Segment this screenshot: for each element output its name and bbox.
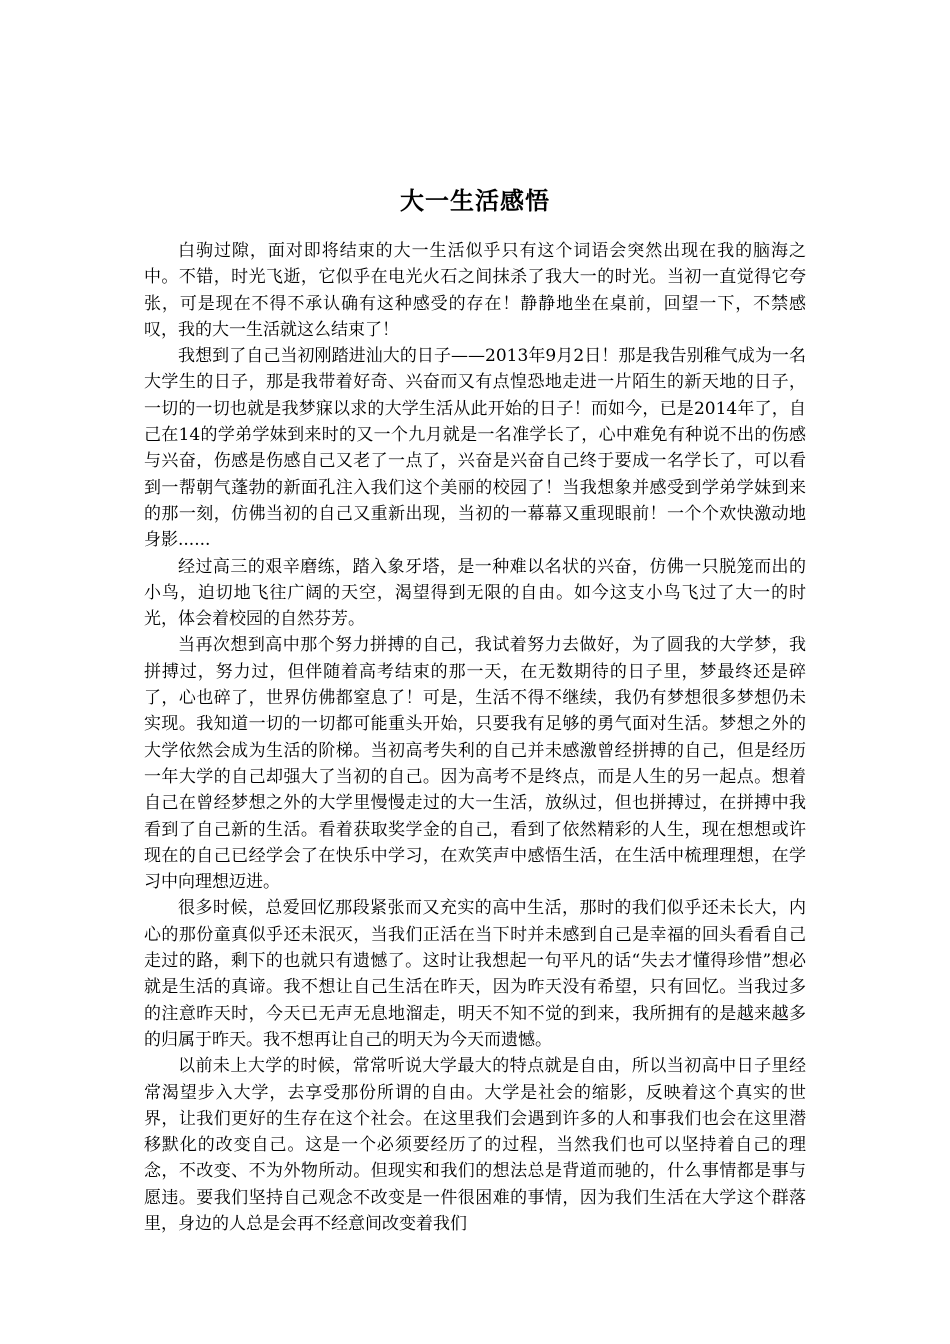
paragraph-4: 当再次想到高中那个努力拼搏的自己，我试着努力去做好，为了圆我的大学梦，我拼搏过，努力过，但伴随着高考结束的那一天，在无数期待的日子里，梦最终还是碎了，心也碎了，世界仿佛都窒息了！可是，生活不得不继续，我仍有梦想很多梦想仍未实现。我知道一切的一切都可能重头开始，只要我有足够的勇气面对生活。梦想之外的大学依然会成为生活的阶梯。当初高考失利的自己并未感激曾经拼搏的自己，但是经历一年大学的自己却强大了当初的自己。因为高考不是终点，而是人生的另一起点。想着自己在曾经梦想之外的大学里慢慢走过的大一生活，放纵过，但也拼搏过，在拼搏中我看到了自己新的生活。看着获取奖学金的自己，看到了依然精彩的人生，现在想想或许现在的自己已经学会了在快乐中学习，在欢笑声中感悟生活，在生活中梳理理想，在学习中向理想迈进。 — [144, 635, 806, 893]
document-page — [144, 176, 806, 1237]
paragraph-6: 以前未上大学的时候，常常听说大学最大的特点就是自由，所以当初高中日子里经常渴望步入大学，去享受那份所谓的自由。大学是社会的缩影，反映着这个真实的世界，让我们更好的生存在这个社会。在这里我们会遇到许多的人和事我们也会在这里潜移默化的改变自己。这是一个必须要经历了的过程，当然我们也可以坚持着自己的理念，不改变、不为外物所动。但现实和我们的想法总是背道而驰的，什么事情都是事与愿违。要我们坚持自己观念不改变是一件很困难的事情，因为我们生活在大学这个群落里，身边的人总是会再不经意间改变着我们 — [144, 1056, 806, 1234]
paragraph-2: 我想到了自己当初刚踏进汕大的日子——2013年9月2日！那是我告别稚气成为一名大学生的日子，那是我带着好奇、兴奋而又有点惶恐地走进一片陌生的新天地的日子，一切的一切也就是我梦寐以求的大学生活从此开始的日子！而如今，已是2014年了，自己在14的学弟学妹到来时的又一个九月就是一名准学长了，心中难免有种说不出的伤感与兴奋，伤感是伤感自己又老了一点了，兴奋是兴奋自己终于要成一名学长了，可以看到一帮朝气蓬勃的新面孔注入我们这个美丽的校园了！当我想象并感受到学弟学妹到来的那一刻，仿佛当初的自己又重新出现，当初的一幕幕又重现眼前！一个个欢快激动地身影...... — [144, 346, 806, 551]
document-title: 大一生活感悟 — [400, 187, 550, 215]
paragraph-1: 白驹过隙，面对即将结束的大一生活似乎只有这个词语会突然出现在我的脑海之中。不错，时光飞逝，它似乎在电光火石之间抹杀了我大一的时光。当初一直觉得它夸张，可是现在不得不承认确有这种感受的存在！静静地坐在桌前，回望一下，不禁感叹，我的大一生活就这么结束了！ — [144, 241, 806, 340]
paragraph-3: 经过高三的艰辛磨练，踏入象牙塔，是一种难以名状的兴奋，仿佛一只脱笼而出的小鸟，迫切地飞往广阔的天空，渴望得到无限的自由。如今这支小鸟飞过了大一的时光，体会着校园的自然芬芳。 — [144, 556, 806, 630]
paragraph-5: 很多时候，总爱回忆那段紧张而又充实的高中生活，那时的我们似乎还未长大，内心的那份童真似乎还未泯灭，当我们正活在当下时并未感到自己是幸福的回头看看自己走过的路，剩下的也就只有遗憾了。这时让我想起一句平凡的话“失去才懂得珍惜”想必就是生活的真谛。我不想让自己生活在昨天，因为昨天没有希望，只有回忆。当我过多的注意昨天时，今天已无声无息地溜走，明天不知不觉的到来，我所拥有的是越来越多的归属于昨天。我不想再让自己的明天为今天而遗憾。 — [144, 898, 806, 1050]
